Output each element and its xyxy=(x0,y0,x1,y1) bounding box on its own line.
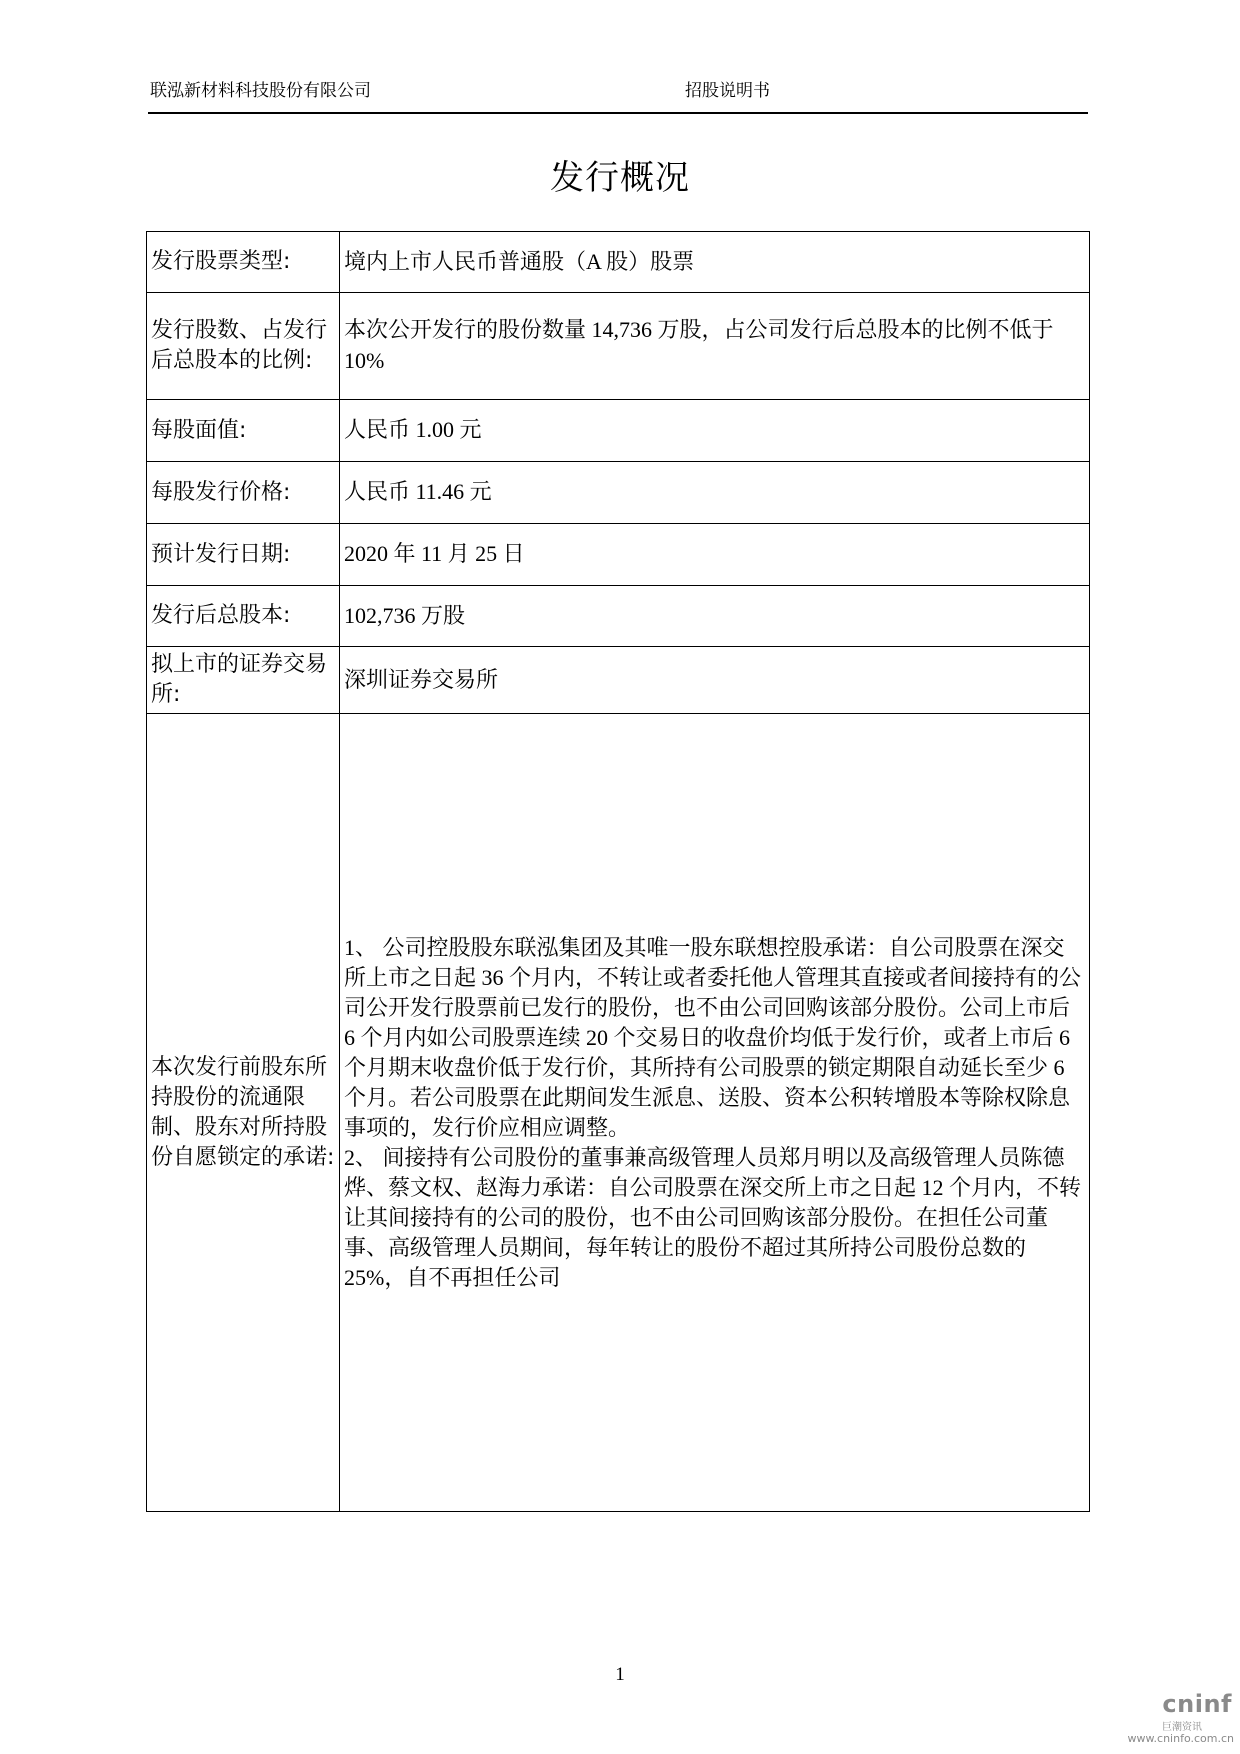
row-label: 预计发行日期: xyxy=(147,524,340,586)
row-label: 发行后总股本: xyxy=(147,586,340,647)
row-value: 本次公开发行的股份数量 14,736 万股，占公司发行后总股本的比例不低于 10% xyxy=(340,293,1090,400)
row-label: 每股面值: xyxy=(147,400,340,462)
table-row xyxy=(147,293,1090,400)
row-value xyxy=(340,714,1090,1512)
page-title: 发行概况 xyxy=(550,158,690,198)
row-value: 人民币 11.46 元 xyxy=(340,462,1090,524)
page-number: 1 xyxy=(615,1664,625,1685)
row-value: 2020 年 11 月 25 日 xyxy=(340,524,1090,586)
row-value: 102,736 万股 xyxy=(340,586,1090,647)
row-label: 每股发行价格: xyxy=(147,462,340,524)
table-row xyxy=(147,462,1090,524)
cninfo-logo-icon: cninf xyxy=(1162,1690,1232,1718)
table-row xyxy=(147,586,1090,647)
table-row xyxy=(147,400,1090,462)
table-row xyxy=(147,232,1090,293)
row-label: 发行股票类型: xyxy=(147,232,340,293)
header-company-name: 联泓新材料科技股份有限公司 xyxy=(150,81,371,101)
commitment-paragraph-1: 1、 公司控股股东联泓集团及其唯一股东联想控股承诺：自公司股票在深交所上市之日起 36 个月内，不转让或者委托他人管理其直接或者间接持有的公司公开发行股票前已发行的股份，也不由公司回购该部分股份。公司上市后 6 个月内如公司股票连续 20 个交易日的收盘价均低于发行价，或者上市后 6 个月期末收盘价低于发行价，其所持有公司股票的锁定期限自动延长至少 6 个月。若公司股票在此期间发生派息、送股、资本公积转增股本等除权除息事项的，发行价应相应调整。 xyxy=(344,934,1082,1140)
row-value: 人民币 1.00 元 xyxy=(340,400,1090,462)
row-label: 发行股数、占发行后总股本的比例: xyxy=(147,293,340,400)
watermark-subtitle: 巨潮资讯 xyxy=(1162,1722,1202,1733)
row-label: 本次发行前股东所持股份的流通限制、股东对所持股份自愿锁定的承诺: xyxy=(147,714,340,1512)
commitment-paragraph-2: 2、 间接持有公司股份的董事兼高级管理人员郑月明以及高级管理人员陈德烨、蔡文权、赵海力承诺：自公司股票在深交所上市之日起 12 个月内，不转让其间接持有的公司的股份，也不由公司回购该部分股份。在担任公司董事、高级管理人员期间，每年转让的股份不超过其所持公司股份总数的 25%，自不再担任公司 xyxy=(344,1144,1082,1290)
table-row xyxy=(147,647,1090,714)
issuance-overview-table xyxy=(146,231,1090,1512)
header-document-type: 招股说明书 xyxy=(685,81,770,101)
table-row xyxy=(147,524,1090,586)
watermark-url: www.cninfo.com.cn xyxy=(1127,1732,1234,1745)
row-label: 拟上市的证券交易所: xyxy=(147,647,340,714)
page-header xyxy=(148,72,1088,114)
row-value: 深圳证券交易所 xyxy=(340,647,1090,714)
cninfo-watermark xyxy=(1118,1690,1238,1750)
row-value: 境内上市人民币普通股（A 股）股票 xyxy=(340,232,1090,293)
table-row xyxy=(147,714,1090,1512)
